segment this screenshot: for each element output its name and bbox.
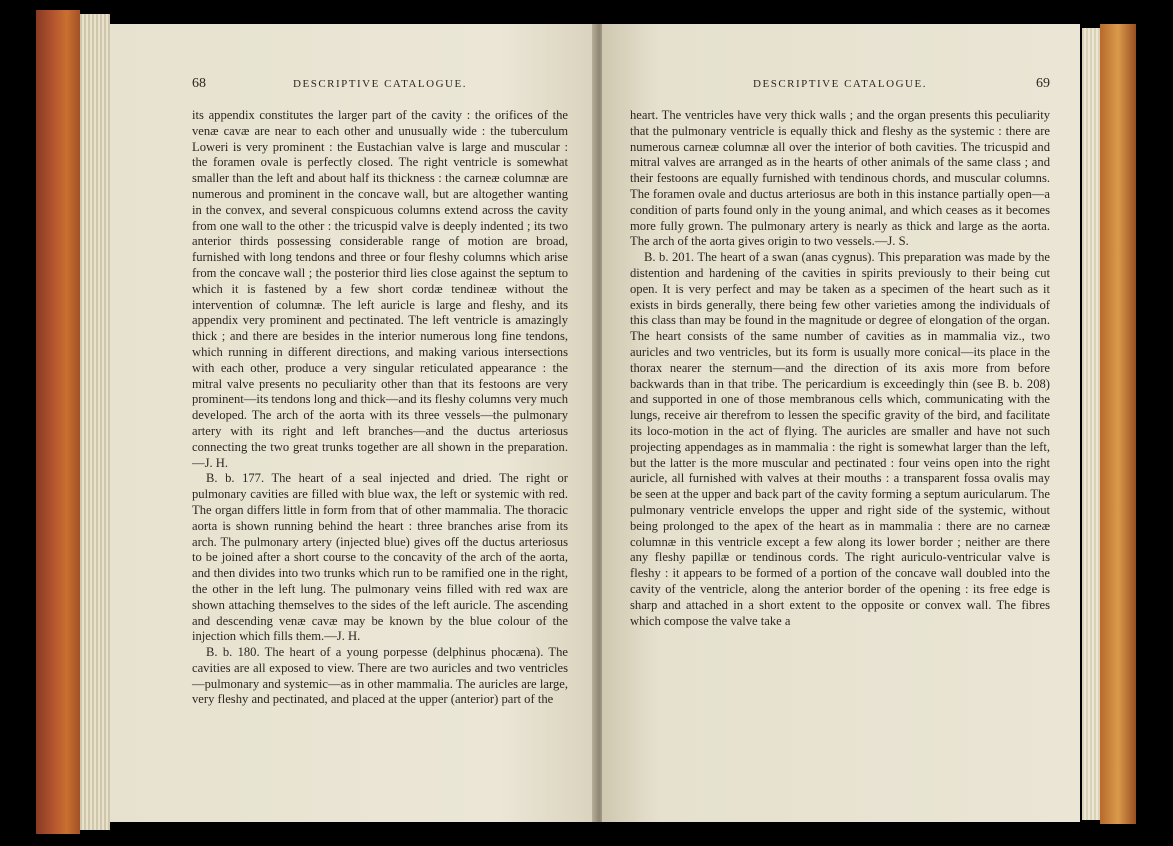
- left-running-head: [192, 76, 568, 92]
- paragraph: its appendix constitutes the larger part of the cavity : the orifices of the venæ cavæ are near to each other and unusually wide : the tuberculum Loweri is very prominent : the Eustachian valve is large and muscular : the foramen ovale is perfectly closed. The right ventricle is somewhat smaller than the left and about half its thickness : the carneæ columnæ are numerous and prominent in the concave wall, but are altogether wanting in the convex, and several conspicuous columns extend across the cavity from one wall to the other : the tricuspid valve is deeply indented ; its two anterior thirds possessing considerable range of motion are broad, furnished with long tendons and three or four fleshy columns which arise from the concave wall ; the posterior third lies close against the septum to which it is fastened by a few short cordæ tendineæ without the intervention of columnæ. The left auricle is large and fleshy, and its appendix very prominent and pectinated. The left ventricle is amazingly thick ; and there are besides in the interior numerous long fine tendons, which running in different directions, and making various intersections with each other, produce a very singular reticulated appearance : the mitral valve presents no peculiarity other than that its festoons are very prominent—its tendons long and thick—and its fleshy columns very much developed. The arch of the aorta with its three vessels—the pulmonary artery with its right and left branches—and the ductus arteriosus connecting the two great trunks together are all shown in the preparation.—J. H.: [192, 108, 569, 470]
- right-page-text: [630, 108, 1050, 629]
- left-running-title: DESCRIPTIVE CATALOGUE.: [293, 78, 467, 90]
- left-page-number: 68: [192, 76, 206, 91]
- page-edges-left: [80, 14, 110, 830]
- right-running-title: DESCRIPTIVE CATALOGUE.: [753, 78, 927, 90]
- book-cover-right: [1100, 24, 1136, 824]
- left-page: [110, 24, 598, 822]
- left-page-text: [192, 108, 568, 708]
- paragraph: heart. The ventricles have very thick walls ; and the organ presents this peculiarity that the pulmonary ventricle is equally thick and fleshy as the systemic : there are numerous carneæ columnæ all over the interior of both cavities. The tricuspid and mitral valves are arranged as in the hearts of other animals of the same class ; and their festoons are equally furnished with tendinous chords, and muscular columns. The foramen ovale and ductus arteriosus are both in this instance partially open—a condition of parts found only in the young animal, and which ceases as it becomes more fully grown. The pulmonary artery is nearly as thick and large as the aorta. The arch of the aorta gives origin to two vessels.—J. S.: [630, 108, 1050, 249]
- right-running-head: [630, 76, 1050, 92]
- paragraph: B. b. 201. The heart of a swan (anas cygnus). This preparation was made by the distention and hardening of the cavities in spirits previously to their being cut open. It is very perfect and may be taken as a specimen of the heart such as it exists in birds generally, there being few other varieties among the individuals of this class than may be found in the magnitude or degree of elongation of the organ. The heart consists of the same number of cavities as in mammalia viz., two auricles and two ventricles, but its form is usually more conical—its place in the thorax nearer the sternum—and the direction of its axis more from before backwards than in that tribe. The pericardium is exceedingly thin (see B. b. 208) and supported in one of those membranous cells which, communicating with the lungs, receive air therefrom to lessen the specific gravity of the bird, and facilitate its loco-motion in the act of flying. The auricles are smaller and have not such projecting appendages as in mammalia : the right is somewhat larger than the left, but the latter is the more muscular and pectinated : four veins open into the right auricle, all furnished with valves at their mouths : a transparent fossa ovalis may be seen at the upper and back part of the cavity forming a septum auricularum. The pulmonary ventricle envelops the upper and right side of the systemic, without being prolonged to the apex of the heart as in mammalia : there are no carneæ columnæ in this ventricle except a few along its lower border ; neither are there any fleshy papillæ or tendinous cords. The right auriculo-ventricular valve is fleshy : it appears to be formed of a portion of the concave wall doubled into the cavity of the ventricle, along the anterior border of the opening : its free edge is sharp and attached in a short extent to the opposite or convex wall. The fibres which compose the valve take a: [630, 250, 1050, 628]
- paragraph: B. b. 180. The heart of a young porpesse (delphinus phocæna). The cavities are all exposed to view. There are two auricles and two ventricles—pulmonary and systemic—as in other mammalia. The auricles are large, very fleshy and pectinated, and placed at the upper (anterior) part of the: [192, 645, 568, 707]
- open-book: [36, 10, 1136, 834]
- right-page: [602, 24, 1080, 822]
- book-cover-left: [36, 10, 80, 834]
- paragraph: B. b. 177. The heart of a seal injected and dried. The right or pulmonary cavities are filled with blue wax, the left or systemic with red. The organ differs little in form from that of other mammalia. The thoracic aorta is shown running behind the heart : three branches arise from its arch. The pulmonary artery (injected blue) gives off the ductus arteriosus to be joined after a short course to the concavity of the arch of the aorta, and then divides into two trunks which run to be ramified one in the right, the other in the left lung. The pulmonary veins filled with red wax are shown attaching themselves to the sides of the left auricle. The ascending and descending venæ cavæ may be known by the blue colour of the injection which fills them.—J. H.: [192, 471, 568, 644]
- page-edges-right: [1082, 28, 1100, 820]
- right-page-number: 69: [1036, 76, 1050, 91]
